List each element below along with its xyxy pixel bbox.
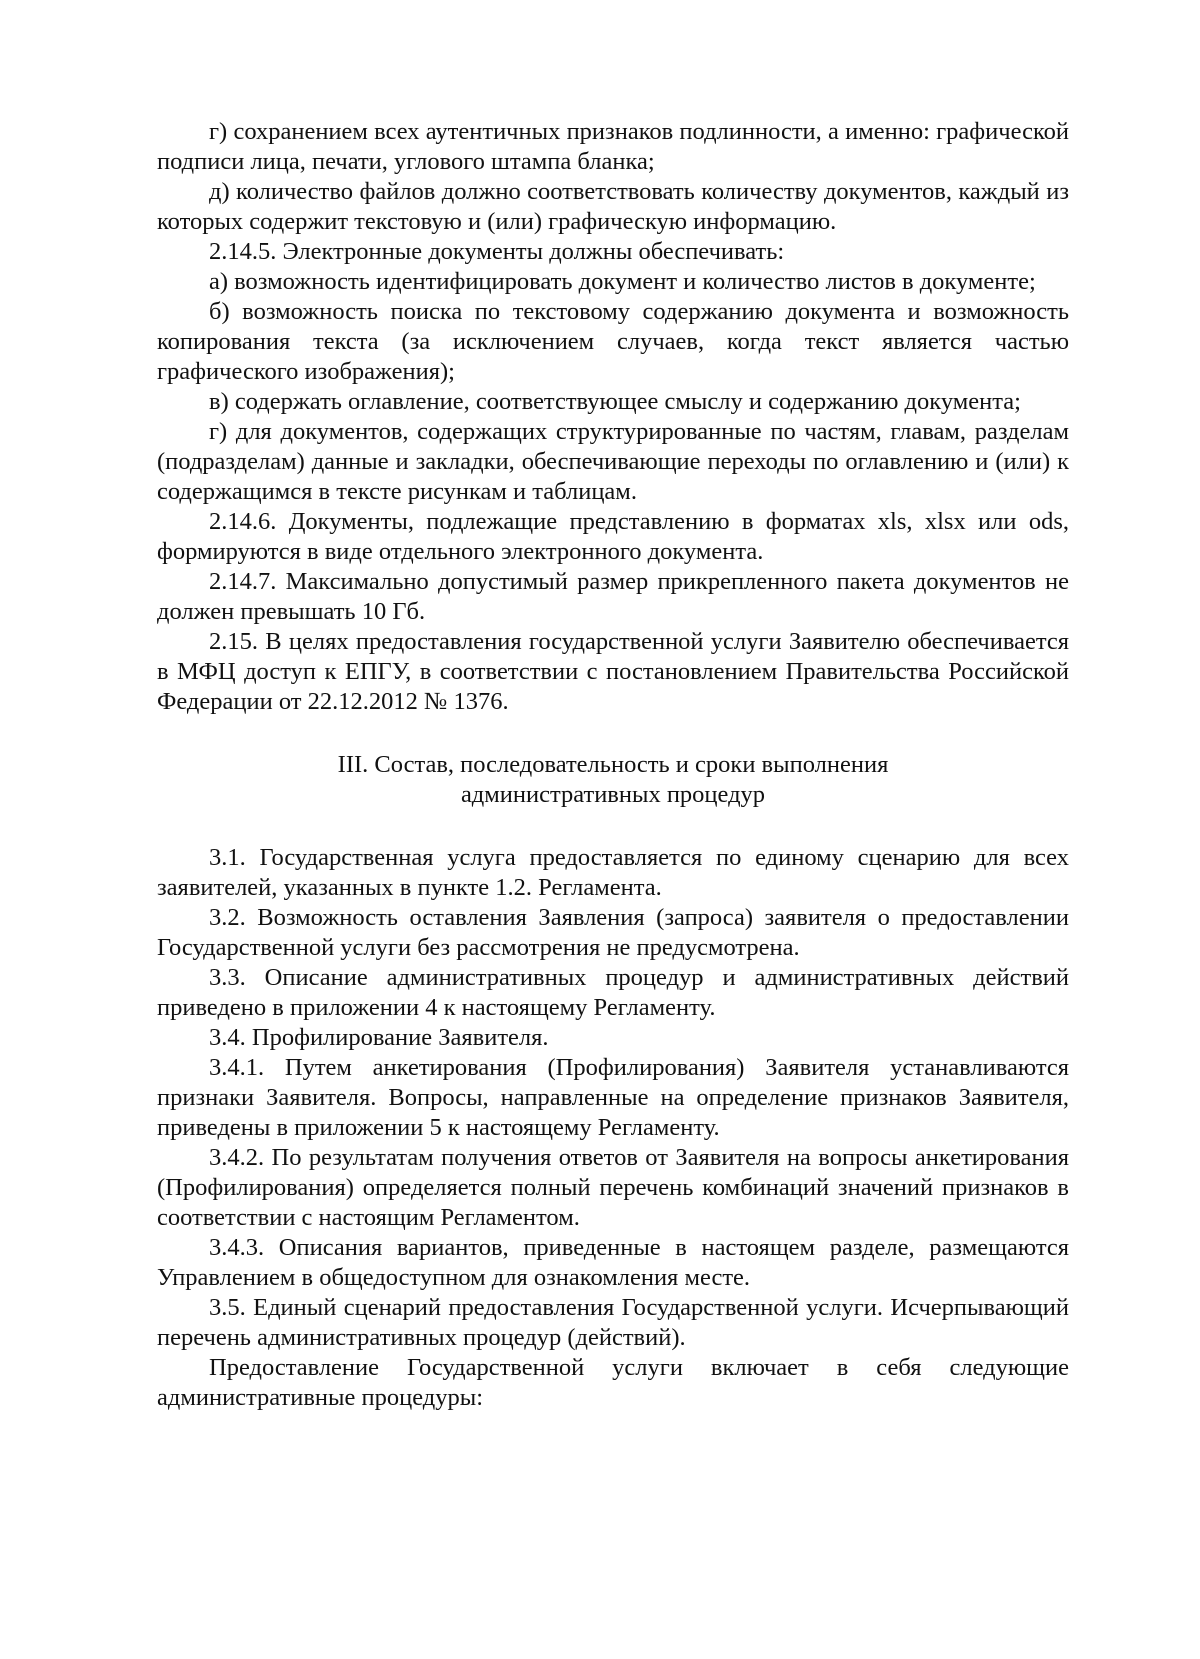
paragraph: д) количество файлов должно соответствовать количеству документов, каждый из которых содержит текстовую и (или) графическую информацию.: [157, 178, 1069, 235]
paragraph: Предоставление Государственной услуги включает в себя следующие административные процедуры:: [157, 1354, 1069, 1411]
paragraph: 3.5. Единый сценарий предоставления Государственной услуги. Исчерпывающий перечень административных процедур (действий).: [157, 1294, 1069, 1351]
section-heading-line-1: III. Состав, последовательность и сроки выполнения: [337, 751, 889, 778]
paragraph: 2.14.7. Максимально допустимый размер прикрепленного пакета документов не должен превышать 10 Гб.: [157, 568, 1069, 625]
paragraph: 3.2. Возможность оставления Заявления (запроса) заявителя о предоставлении Государственной услуги без рассмотрения не предусмотрена.: [157, 904, 1069, 961]
paragraph: 2.14.5. Электронные документы должны обеспечивать:: [209, 238, 785, 265]
paragraph: 3.3. Описание административных процедур и административных действий приведено в приложении 4 к настоящему Регламенту.: [157, 964, 1069, 1021]
paragraph: 3.4.3. Описания вариантов, приведенные в настоящем разделе, размещаются Управлением в общедоступном для ознакомления месте.: [157, 1234, 1069, 1291]
paragraph: г) для документов, содержащих структурированные по частям, главам, разделам (подразделам) данные и закладки, обеспечивающие переходы по оглавлению и (или) к содержащимся в тексте рисункам и таблицам.: [157, 418, 1069, 505]
paragraph: г) сохранением всех аутентичных признаков подлинности, а именно: графической подписи лица, печати, углового штампа бланка;: [157, 118, 1069, 175]
paragraph: 2.15. В целях предоставления государственной услуги Заявителю обеспечивается в МФЦ доступ к ЕПГУ, в соответствии с постановлением Правительства Российской Федерации от 22.12.2012 № 1376.: [157, 628, 1069, 715]
paragraph: 2.14.6. Документы, подлежащие представлению в форматах xls, xlsx или ods, формируются в виде отдельного электронного документа.: [157, 508, 1069, 565]
paragraph: 3.4.1. Путем анкетирования (Профилирования) Заявителя устанавливаются признаки Заявителя. Вопросы, направленные на определение признаков Заявителя, приведены в приложении 5 к настоящему Регламенту.: [157, 1054, 1069, 1141]
paragraph: 3.4. Профилирование Заявителя.: [209, 1024, 549, 1051]
paragraph: 3.1. Государственная услуга предоставляется по единому сценарию для всех заявителей, указанных в пункте 1.2. Регламента.: [157, 844, 1069, 901]
section-heading: [157, 750, 1069, 810]
paragraph: 3.4.2. По результатам получения ответов от Заявителя на вопросы анкетирования (Профилирования) определяется полный перечень комбинаций значений признаков в соответствии с настоящим Регламентом.: [157, 1144, 1069, 1231]
section-heading-line-2: административных процедур: [460, 781, 766, 808]
document-page: [157, 117, 1069, 1413]
paragraph: б) возможность поиска по текстовому содержанию документа и возможность копирования текста (за исключением случаев, когда текст является частью графического изображения);: [157, 298, 1069, 385]
paragraph: в) содержать оглавление, соответствующее смыслу и содержанию документа;: [209, 388, 1021, 415]
paragraph: а) возможность идентифицировать документ и количество листов в документе;: [209, 268, 1036, 295]
